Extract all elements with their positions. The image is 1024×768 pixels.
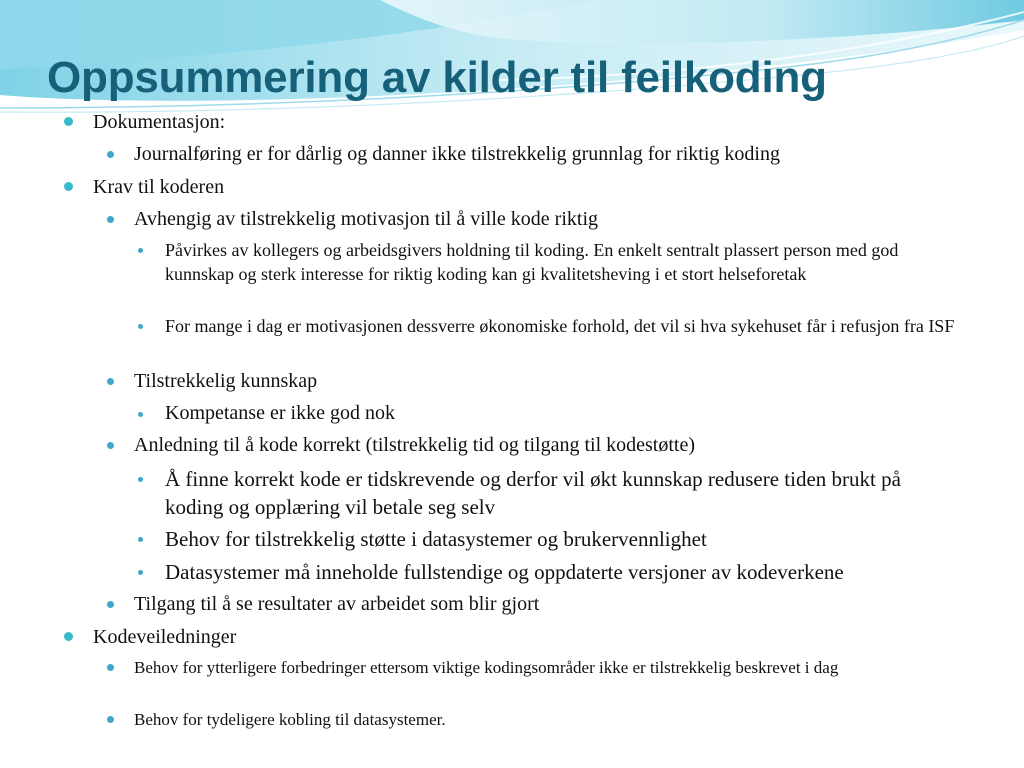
list-item-text: Avhengig av tilstrekkelig motivasjon til å ville kode riktig <box>134 208 598 230</box>
list-item-text: Dokumentasjon: <box>93 111 226 133</box>
list-item-text: Påvirkes av kollegers og arbeidsgivers holdning til koding. En enkelt sentralt plassert person med god kunnskap og sterk interesse for riktig koding kan gi kvalitetsheving i et stort helseforetak <box>165 240 899 284</box>
list-item-text: Behov for ytterligere forbedringer ettersom viktige kodingsområder ikke er tilstrekkelig beskrevet i dag <box>134 658 839 677</box>
bullet-dot-icon <box>107 151 114 158</box>
list-item-text: Behov for tilstrekkelig støtte i datasystemer og brukervennlighet <box>165 527 707 551</box>
bullet-dot-icon <box>107 716 114 723</box>
bullet-dot-icon <box>64 117 73 126</box>
list-item-text: Krav til koderen <box>93 176 225 198</box>
bullet-dot-icon <box>138 570 143 575</box>
bullet-dot-icon <box>64 632 73 641</box>
list-item-text: Tilgang til å se resultater av arbeidet som blir gjort <box>134 593 540 615</box>
list-item-text: Datasystemer må inneholde fullstendige og oppdaterte versjoner av kodeverkene <box>165 560 844 584</box>
list-item-text: Journalføring er for dårlig og danner ikke tilstrekkelig grunnlag for riktig koding <box>134 143 780 165</box>
bullet-dot-icon <box>107 216 114 223</box>
bullet-dot-icon <box>64 182 73 191</box>
bullet-dot-icon <box>138 477 143 482</box>
bullet-dot-icon <box>138 248 143 253</box>
list-item-text: For mange i dag er motivasjonen dessverre økonomiske forhold, det vil si hva sykehuset får i refusjon fra ISF <box>165 316 955 336</box>
list-item-text: Å finne korrekt kode er tidskrevende og derfor vil økt kunnskap redusere tiden brukt på koding og opplæring vil betale seg selv <box>165 467 901 519</box>
list-item-text: Kodeveiledninger <box>93 626 237 648</box>
bullet-dot-icon <box>107 378 114 385</box>
list-item-text: Kompetanse er ikke god nok <box>165 402 395 424</box>
bullet-dot-icon <box>138 324 143 329</box>
bullet-dot-icon <box>138 412 143 417</box>
list-item-text: Tilstrekkelig kunnskap <box>134 370 318 392</box>
list-item-text: Behov for tydeligere kobling til datasystemer. <box>134 710 446 729</box>
bullet-dot-icon <box>107 664 114 671</box>
slide-title: Oppsummering av kilder til feilkoding <box>47 53 827 102</box>
bullet-dot-icon <box>138 537 143 542</box>
bullet-dot-icon <box>107 442 114 449</box>
bullet-dot-icon <box>107 601 114 608</box>
list-item-text: Anledning til å kode korrekt (tilstrekkelig tid og tilgang til kodestøtte) <box>134 434 696 456</box>
